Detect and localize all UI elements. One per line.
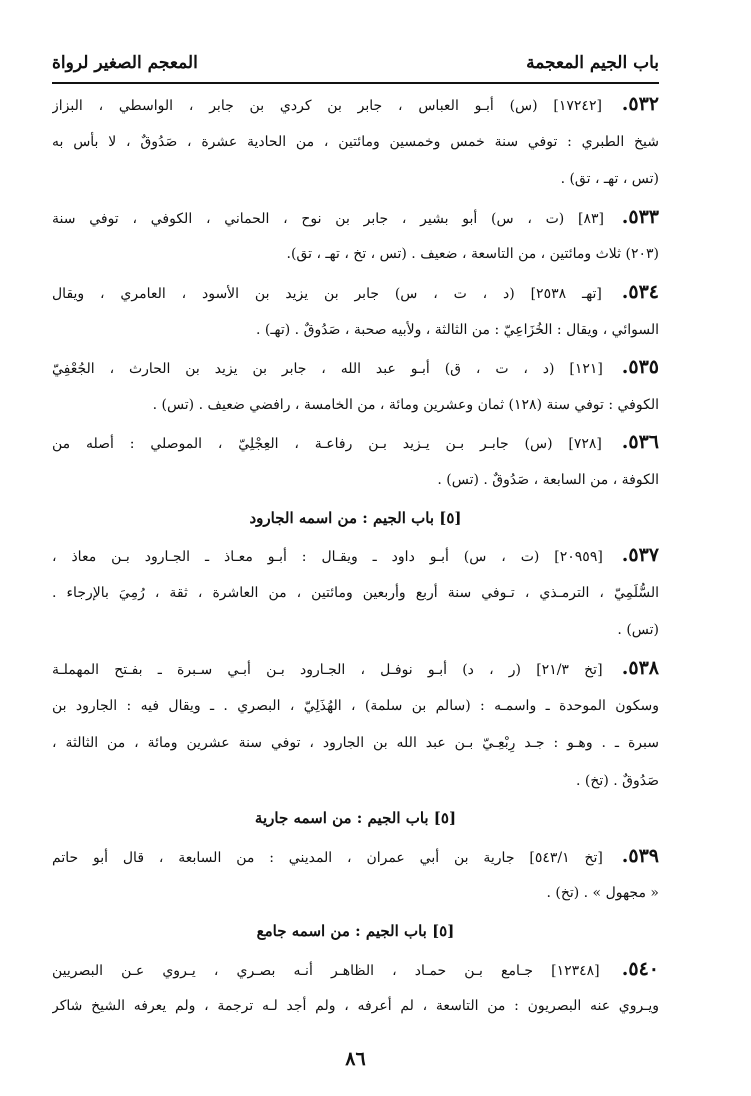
entry-537-line-2: السُّلَمِيّ ، الترمـذي ، تـوفي سنة أربع وأربعين ومائتين ، من العاشرة ، ثقة ، رُمِيَ بالإرجاء .: [52, 584, 659, 601]
section-heading-jarud: [٥] باب الجيم : من اسمه الجارود: [249, 508, 462, 527]
section-heading-jami: [٥] باب الجيم : من اسمه جامع: [256, 922, 455, 941]
entry-540-line-2: ويـروي عنه البصريون : من التاسعة ، لم أعرفه ، ولم أجد لـه ترجمة ، ولم يعرفه الشيخ شاكر: [52, 998, 659, 1015]
entry-538-line-3: سبرة ـ . وهـو : جـد رِبْعِـيّ بـن عبد الله بن الجارود ، توفي سنة عشرين ومائة ، من الثالثة ،: [52, 735, 659, 752]
entry-539-line-1: ٥٣٩. [تخ ٥٤٣/١] جارية بن أبي عمران ، المديني : من السابعة ، قال أبو حاتم: [52, 844, 659, 867]
entry-537-line-1: ٥٣٧. [٢٠٩٥٩] (ت ، س) أبـو داود ـ ويقـال : أبـو معـاذ ـ الجـارود بـن معاذ ،: [52, 544, 659, 567]
section-heading-jariya: [٥] باب الجيم : من اسمه جارية: [254, 809, 457, 828]
entry-533-line-1: ٥٣٣. [٨٣] (ت ، س) أبو بشير ، جابر بن نوح ، الحماني ، الكوفي ، توفي سنة: [52, 205, 659, 228]
entry-532-line-2: شيخ الطبري : توفي سنة خمس وخمسين ومائتين ، من الحادية عشرة ، صَدُوقٌ ، لا بأس به: [52, 133, 659, 150]
entry-number: ٥٣٤.: [621, 280, 659, 303]
entry-538-line-4: صَدُوقٌ . (تخ) .: [576, 772, 659, 789]
entry-538-line-1: ٥٣٨. [تخ ٢١/٣] (ر ، د) أبـو نوفـل ، الجـارود بـن أبـي سـبرة ـ بفـتح المهملـة: [52, 656, 659, 679]
running-header: [52, 48, 659, 78]
entry-number: ٥٣٣.: [621, 205, 659, 228]
entry-535-line-1: ٥٣٥. [١٢١] (د ، ت ، ق) أبـو عبد الله ، جابر بن يزيد بن الحارث ، الجُعْفِيّ: [52, 356, 659, 379]
entry-number: ٥٣٧.: [621, 544, 659, 567]
entry-number: ٥٣٦.: [621, 431, 659, 454]
entry-number: ٥٣٥.: [621, 356, 659, 379]
header-rule: [52, 82, 659, 84]
entry-number: ٥٤٠.: [621, 957, 659, 980]
page-content: [52, 86, 659, 1026]
entry-532-line-3: (تس ، تهـ ، تق) .: [560, 171, 659, 188]
book-title: المعجم الصغير لرواة: [52, 53, 198, 73]
entry-539-line-2: « مجهول » . (تخ) .: [546, 885, 659, 902]
entry-537-line-3: (تس) .: [617, 622, 659, 639]
entry-538-line-2: وسكون الموحدة ـ واسمـه : (سالم بن سلمة) ، الهُذَلِيّ ، البصري . ـ ويقال فيه : الجارود بن: [52, 697, 659, 714]
entry-532-line-1: ٥٣٢. [١٧٢٤٢] (س) أبـو العباس ، جابر بن كردي بن جابر ، الواسطي ، البزاز: [52, 93, 659, 115]
page-number: ٨٦: [345, 1048, 366, 1070]
entry-number: ٥٣٢.: [621, 93, 659, 115]
entry-number: ٥٣٩.: [621, 844, 659, 867]
entry-534-line-1: ٥٣٤. [تهـ ٢٥٣٨] (د ، ت ، س) جابر بن يزيد بن الأسود ، العامري ، ويقال: [52, 280, 659, 303]
entry-540-line-1: ٥٤٠. [١٢٣٤٨] جـامع بـن حمـاد ، الظاهـر أنـه بصـري ، يـروي عـن البصريين: [52, 957, 659, 980]
entry-535-line-2: الكوفي : توفي سنة (١٢٨) ثمان وعشرين ومائة ، من الخامسة ، رافضي ضعيف . (تس) .: [152, 396, 659, 413]
entry-536-line-1: ٥٣٦. [٧٢٨] (س) جابـر بـن يـزيد بـن رفاعـة ، العِجْلِيّ ، الموصلي : أصله من: [52, 431, 659, 454]
entry-534-line-2: السوائي ، ويقال : الخُزَاعِيّ : من الثالثة ، ولأبيه صحبة ، صَدُوقٌ . (تهـ) .: [255, 321, 659, 338]
chapter-title: باب الجيم المعجمة: [526, 53, 659, 73]
entry-533-line-2: (٢٠٣) ثلاث ومائتين ، من التاسعة ، ضعيف . (تس ، تخ ، تهـ ، تق).: [286, 246, 659, 263]
entry-536-line-2: الكوفة ، من السابعة ، صَدُوقٌ . (تس) .: [437, 471, 659, 488]
entry-number: ٥٣٨.: [621, 656, 659, 679]
